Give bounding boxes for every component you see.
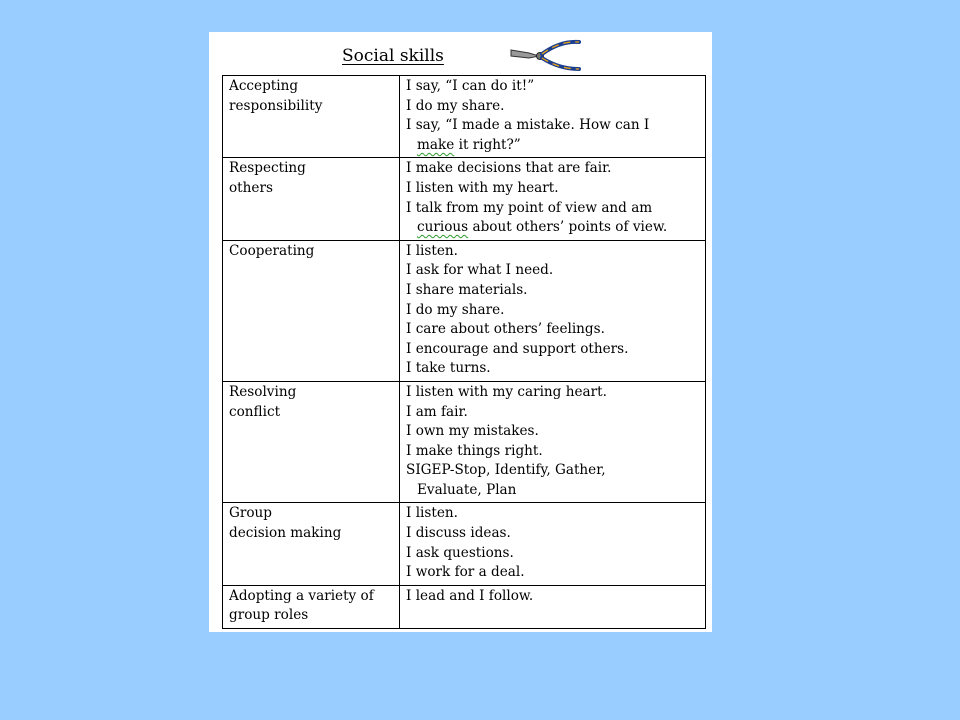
behavior-line: I listen with my heart. xyxy=(406,179,559,196)
behavior-line: I listen. xyxy=(406,242,458,259)
skill-label-line: group roles xyxy=(229,607,309,624)
behaviors-cell xyxy=(400,585,706,628)
social-skills-table xyxy=(222,75,706,629)
behaviors-cell xyxy=(400,381,706,503)
skill-label-line: Respecting xyxy=(229,160,306,177)
behavior-text: about others’ points of view. xyxy=(468,219,668,236)
grammar-flagged-word: make xyxy=(417,136,455,153)
table-row xyxy=(223,158,706,240)
document-page xyxy=(209,32,712,632)
table-row xyxy=(223,240,706,381)
grammar-flagged-word: curious xyxy=(417,219,469,236)
behavior-line: I ask for what I need. xyxy=(406,262,554,279)
skill-label-line: others xyxy=(229,179,273,196)
skill-cell xyxy=(223,381,400,503)
behavior-line: I take turns. xyxy=(406,360,491,377)
skill-cell xyxy=(223,158,400,240)
behavior-line: I ask questions. xyxy=(406,544,514,561)
skill-cell xyxy=(223,585,400,628)
behaviors-cell xyxy=(400,240,706,381)
behavior-line: I care about others’ feelings. xyxy=(406,321,605,338)
skill-label-line: Resolving xyxy=(229,383,297,400)
behavior-line: I talk from my point of view and am xyxy=(406,199,653,216)
pliers-icon xyxy=(509,37,581,73)
skill-cell xyxy=(223,240,400,381)
behavior-line: I work for a deal. xyxy=(406,564,525,581)
behavior-line: I listen. xyxy=(406,505,458,522)
behavior-line: I do my share. xyxy=(406,301,505,318)
behaviors-cell xyxy=(400,158,706,240)
behavior-line xyxy=(406,136,699,156)
behavior-line: I am fair. xyxy=(406,403,468,420)
behavior-line: I own my mistakes. xyxy=(406,423,539,440)
behavior-line: I make decisions that are fair. xyxy=(406,160,612,177)
behavior-line: I make things right. xyxy=(406,442,543,459)
behaviors-cell xyxy=(400,503,706,585)
skill-cell xyxy=(223,503,400,585)
skill-label-line: Cooperating xyxy=(229,242,315,259)
skill-label-line: decision making xyxy=(229,525,342,542)
behavior-line: I say, “I can do it!” xyxy=(406,78,535,94)
table-row xyxy=(223,585,706,628)
table-row xyxy=(223,503,706,585)
document-title: Social skills xyxy=(342,46,444,66)
skill-label-line: conflict xyxy=(229,403,281,420)
behavior-line: SIGEP-Stop, Identify, Gather, xyxy=(406,462,606,479)
skill-label-line: responsibility xyxy=(229,97,323,114)
skill-label-line: Accepting xyxy=(229,78,299,94)
behavior-line: I share materials. xyxy=(406,281,528,298)
behavior-line xyxy=(406,218,699,238)
behavior-text: it right?” xyxy=(454,136,521,153)
behavior-line: I listen with my caring heart. xyxy=(406,383,607,400)
table-row xyxy=(223,381,706,503)
behaviors-cell xyxy=(400,76,706,158)
skill-cell xyxy=(223,76,400,158)
table-row xyxy=(223,76,706,158)
skill-label-line: Group xyxy=(229,505,272,522)
behavior-line: I discuss ideas. xyxy=(406,525,511,542)
behavior-line: I say, “I made a mistake. How can I xyxy=(406,117,650,134)
behavior-line: I encourage and support others. xyxy=(406,340,629,357)
behavior-line: I lead and I follow. xyxy=(406,587,534,604)
behavior-line: I do my share. xyxy=(406,97,505,114)
skill-label-line: Adopting a variety of xyxy=(229,587,374,604)
behavior-line: Evaluate, Plan xyxy=(417,481,517,498)
